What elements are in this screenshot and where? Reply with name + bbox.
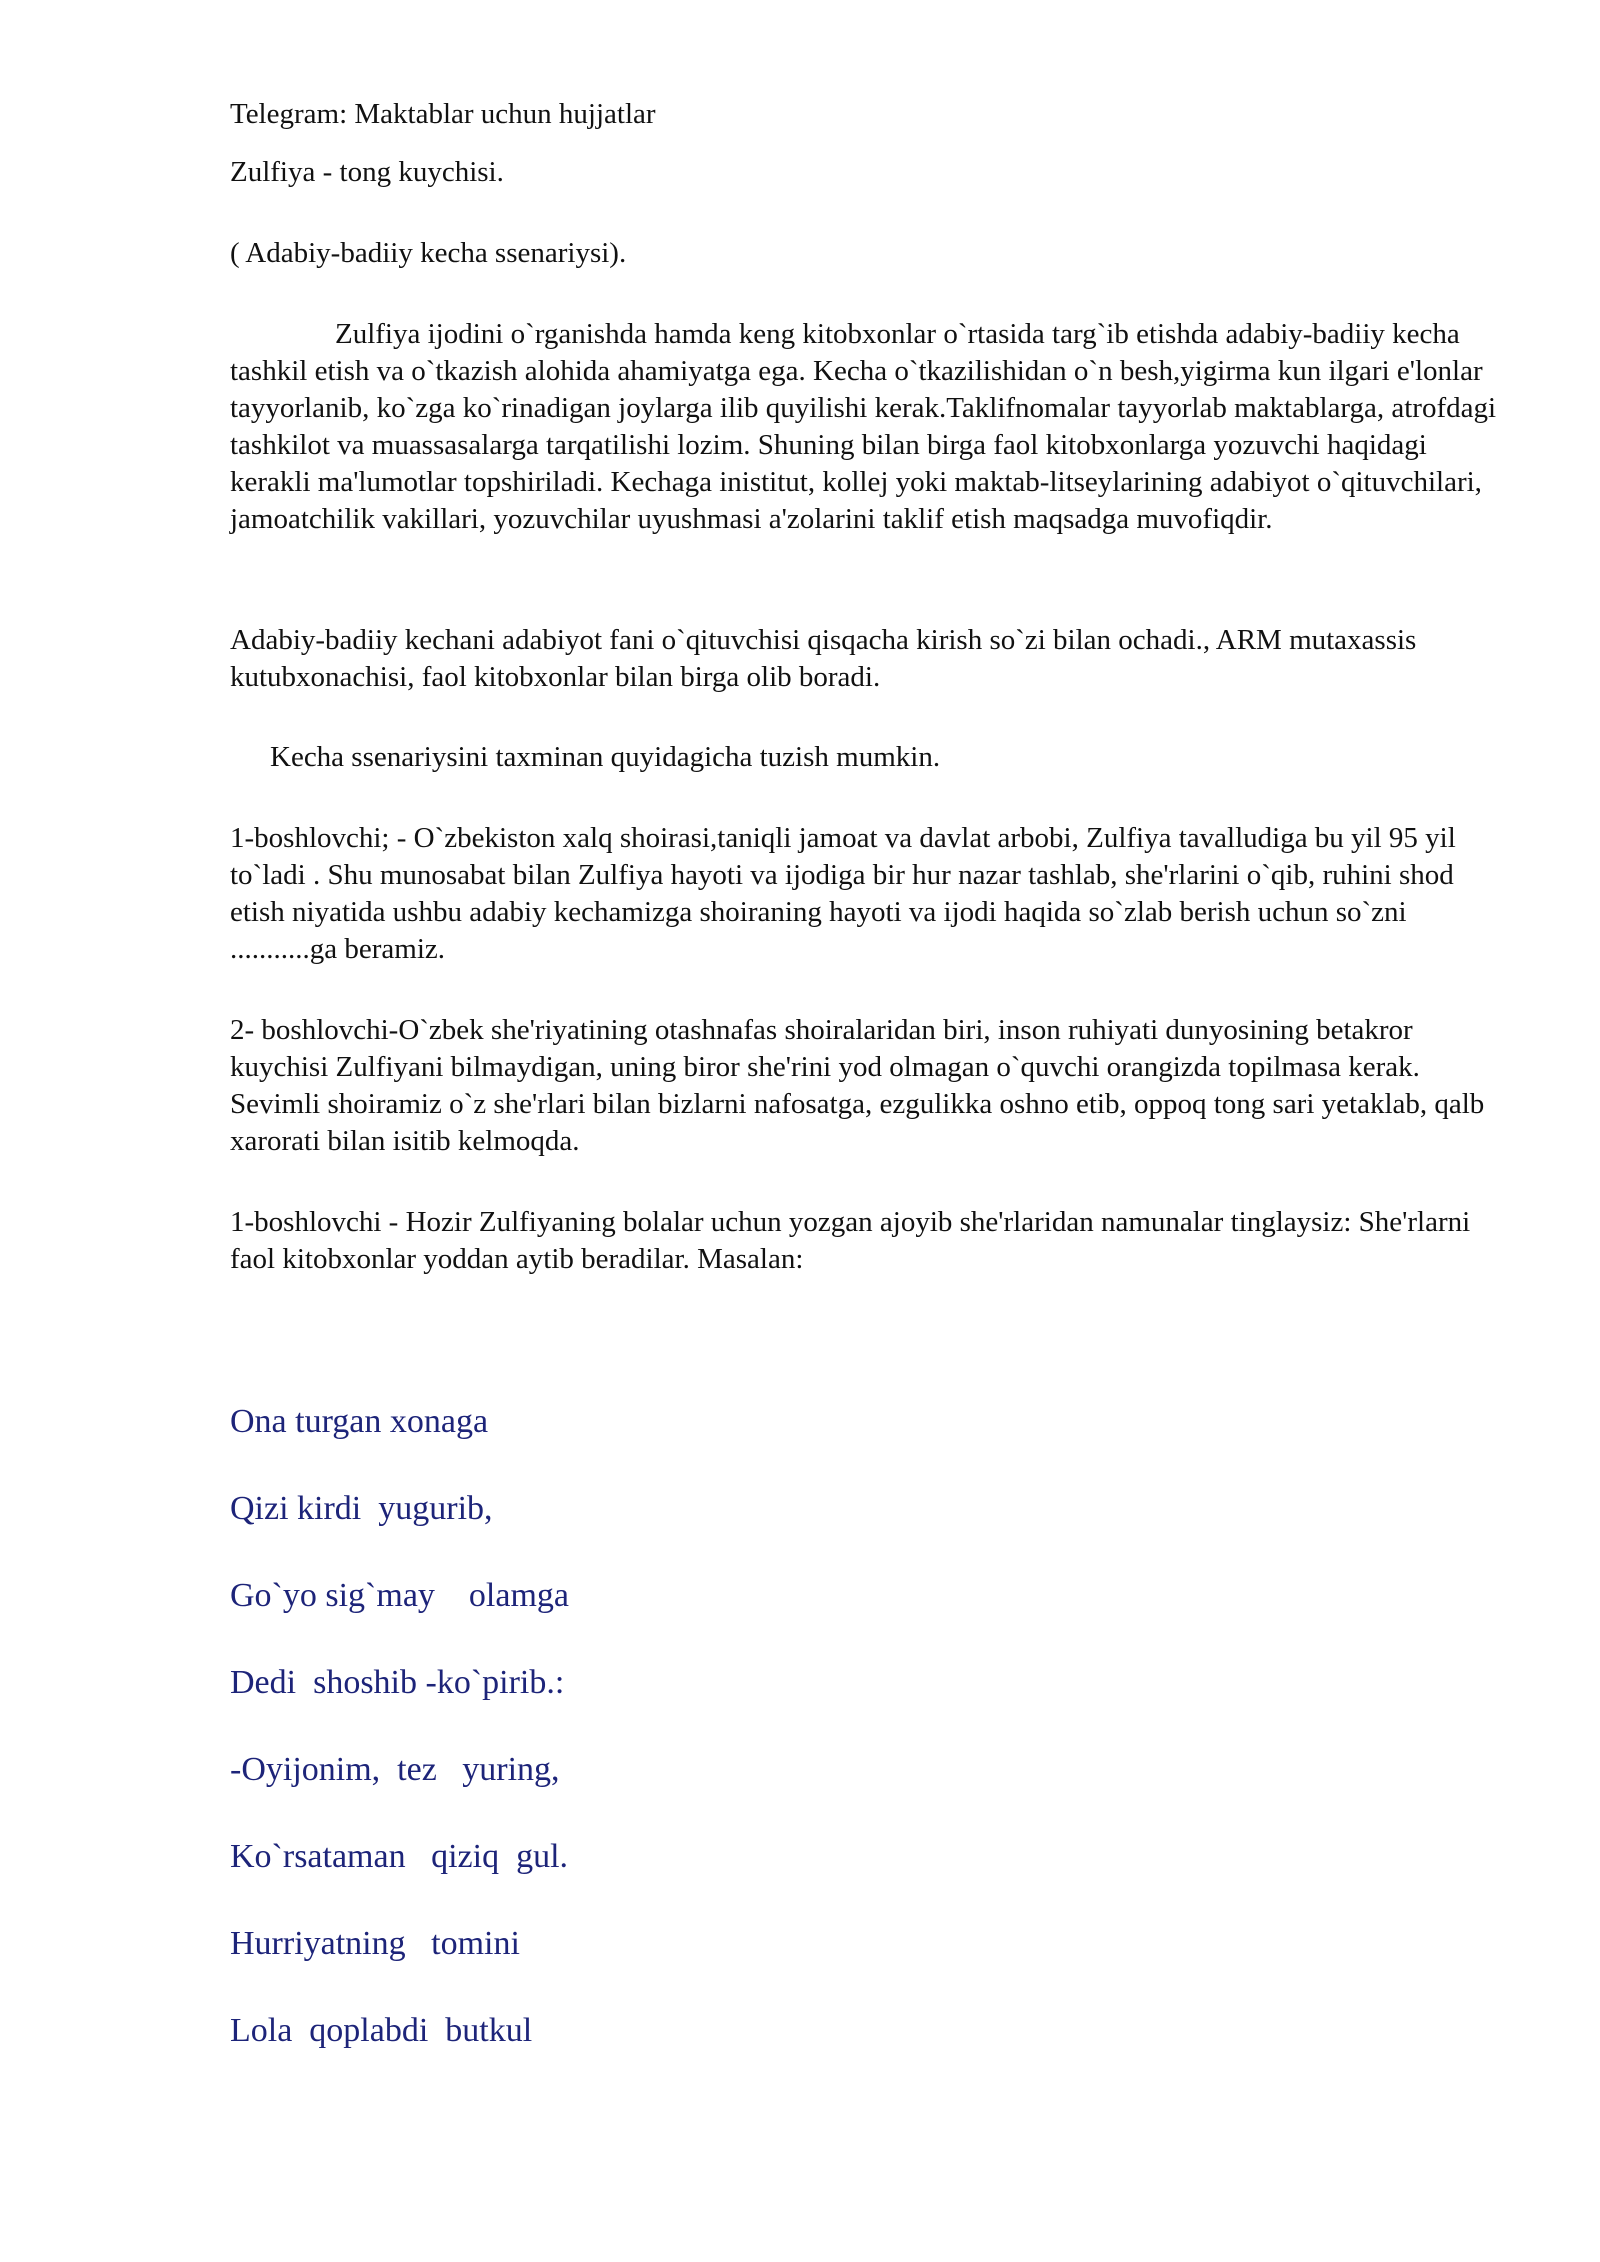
intro-paragraph: Zulfiya ijodini o`rganishda hamda keng kitobxonlar o`rtasida targ`ib etishda adabiy-badiiy kecha tashkil etish va o`tkazish alohida ahamiyatga ega. Kecha o`tkazilishidan o`n besh,yigirma kun ilgari e'lonlar tayyorlanib, ko`zga ko`rinadigan joylarga ilib quyilishi kerak.Taklifnomalar tayyorlab maktablarga, atrofdagi tashkilot va muassasalarga tarqatilishi lozim. Shuning bilan birga faol kitobxonlarga yozuvchi haqidagi kerakli ma'lumotlar topshiriladi. Kechaga inistitut, kollej yoki maktab-litseylarining adabiyot o`qituvchilari, jamoatchilik vakillari, yozuvchilar uyushmasi a'zolarini taklif etish maqsadga muvofiqdir. bbox=[230, 318, 1497, 535]
telegram-header: Telegram: Maktablar uchun hujjatlar bbox=[230, 98, 656, 130]
host1b-paragraph: 1-boshlovchi - Hozir Zulfiyaning bolalar uchun yozgan ajoyib she'rlaridan namunalar tinglaysiz: She'rlarni faol kitobxonlar yoddan aytib beradilar. Masalan: bbox=[230, 1206, 1471, 1275]
poem-line: -Oyijonim, tez yuring, bbox=[230, 1751, 560, 1788]
document-subtitle: ( Adabiy-badiiy kecha ssenariysi). bbox=[230, 237, 627, 269]
poem-line: Hurriyatning tomini bbox=[230, 1925, 520, 1962]
scenario-paragraph: Kecha ssenariysini taxminan quyidagicha tuzish mumkin. bbox=[270, 741, 941, 773]
poem-line: Dedi shoshib -ko`pirib.: bbox=[230, 1664, 565, 1701]
poem-line: Ona turgan xonaga bbox=[230, 1403, 489, 1440]
host1-paragraph: 1-boshlovchi; - O`zbekiston xalq shoirasi,taniqli jamoat va davlat arbobi, Zulfiya tavalludiga bu yil 95 yil to`ladi . Shu munosabat bilan Zulfiya hayoti va ijodiga bir hur nazar tashlab, she'rlarini o`qib, ruhini shod etish niyatida ushbu adabiy kechamizga shoiraning hayoti va ijodi haqida so`zlab berish uchun so`zni ...........ga beramiz. bbox=[230, 822, 1456, 965]
poem-line: Lola qoplabdi butkul bbox=[230, 2012, 533, 2049]
poem-line: Go`yo sig`may olamga bbox=[230, 1577, 569, 1614]
opening-paragraph: Adabiy-badiiy kechani adabiyot fani o`qituvchisi qisqacha kirish so`zi bilan ochadi., ARM mutaxassis kutubxonachisi, faol kitobxonlar bilan birga olib boradi. bbox=[230, 624, 1417, 693]
document-title: Zulfiya - tong kuychisi. bbox=[230, 156, 504, 188]
poem-line: Ko`rsataman qiziq gul. bbox=[230, 1838, 569, 1875]
host2-paragraph: 2- boshlovchi-O`zbek she'riyatining otashnafas shoiralaridan biri, inson ruhiyati dunyosining betakror kuychisi Zulfiyani bilmaydigan, uning biror she'rini yod olmagan o`quvchi orangizda topilmasa kerak. Sevimli shoiramiz o`z she'rlari bilan bizlarni nafosatga, ezgulikka oshno etib, oppoq tong sari yetaklab, qalb xarorati bilan isitib kelmoqda. bbox=[230, 1014, 1485, 1157]
poem-line: Qizi kirdi yugurib, bbox=[230, 1490, 493, 1527]
